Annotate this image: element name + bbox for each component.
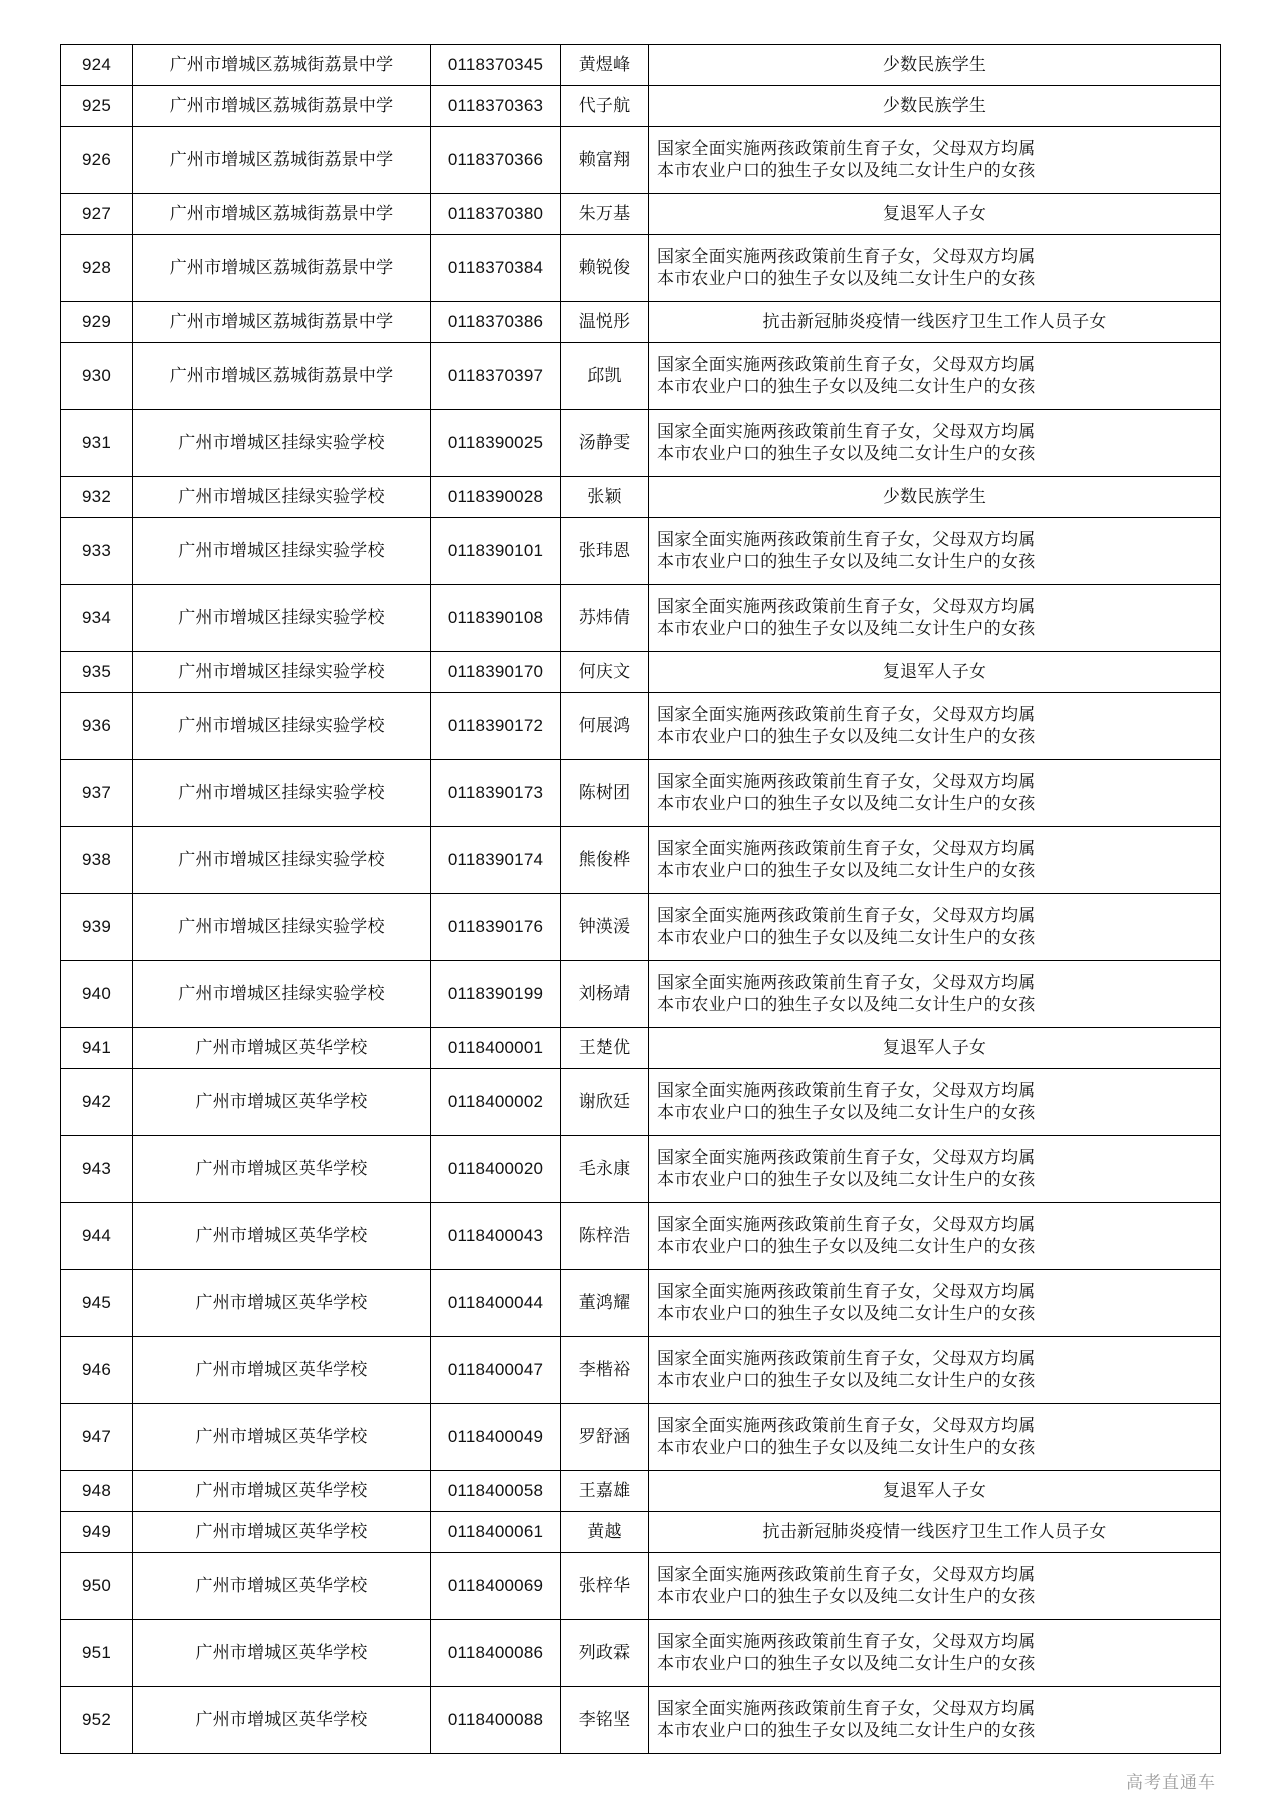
candidate-id-cell: 0118400020	[431, 1136, 561, 1203]
table-row	[61, 760, 1221, 827]
reason-line-2: 本市农业户口的独生子女以及纯二女计生户的女孩	[657, 1587, 1036, 1606]
sequence-cell: 927	[61, 194, 133, 235]
candidate-name-cell: 陈树团	[561, 760, 649, 827]
candidate-id-cell: 0118400058	[431, 1471, 561, 1512]
reason-line-2: 本市农业户口的独生子女以及纯二女计生户的女孩	[657, 1438, 1036, 1457]
table-row	[61, 693, 1221, 760]
school-name-cell: 广州市增城区挂绿实验学校	[133, 585, 431, 652]
sequence-cell: 941	[61, 1028, 133, 1069]
candidate-id-cell: 0118390176	[431, 894, 561, 961]
school-name-cell: 广州市增城区荔城街荔景中学	[133, 235, 431, 302]
candidate-name-cell: 朱万基	[561, 194, 649, 235]
sequence-cell: 924	[61, 45, 133, 86]
reason-line-2: 本市农业户口的独生子女以及纯二女计生户的女孩	[657, 928, 1036, 947]
candidate-name-cell: 汤静雯	[561, 410, 649, 477]
reason-cell	[649, 410, 1221, 477]
school-name-cell: 广州市增城区英华学校	[133, 1512, 431, 1553]
table-row	[61, 1620, 1221, 1687]
reason-line-1: 国家全面实施两孩政策前生育子女，父母双方均属	[657, 704, 1036, 724]
school-name-cell: 广州市增城区挂绿实验学校	[133, 961, 431, 1028]
reason-line-2: 本市农业户口的独生子女以及纯二女计生户的女孩	[657, 727, 1036, 746]
watermark: 高考直通车	[1126, 1773, 1216, 1792]
table-row	[61, 302, 1221, 343]
candidate-id-cell: 0118390025	[431, 410, 561, 477]
table-row	[61, 1512, 1221, 1553]
reason-cell	[649, 235, 1221, 302]
candidate-name-cell: 罗舒涵	[561, 1404, 649, 1471]
candidate-name-cell: 赖锐俊	[561, 235, 649, 302]
reason-line-1: 国家全面实施两孩政策前生育子女，父母双方均属	[657, 1698, 1036, 1718]
sequence-cell: 944	[61, 1203, 133, 1270]
reason-line-2: 本市农业户口的独生子女以及纯二女计生户的女孩	[657, 377, 1036, 396]
table-row	[61, 410, 1221, 477]
table-row	[61, 518, 1221, 585]
school-name-cell: 广州市增城区英华学校	[133, 1337, 431, 1404]
school-name-cell: 广州市增城区英华学校	[133, 1270, 431, 1337]
reason-line-1: 复退军人子女	[882, 1480, 987, 1500]
candidate-id-cell: 0118400001	[431, 1028, 561, 1069]
reason-cell	[649, 827, 1221, 894]
school-name-cell: 广州市增城区荔城街荔景中学	[133, 127, 431, 194]
school-name-cell: 广州市增城区荔城街荔景中学	[133, 302, 431, 343]
reason-line-2: 本市农业户口的独生子女以及纯二女计生户的女孩	[657, 1654, 1036, 1673]
school-name-cell: 广州市增城区英华学校	[133, 1620, 431, 1687]
candidate-name-cell: 赖富翔	[561, 127, 649, 194]
candidate-id-cell: 0118390174	[431, 827, 561, 894]
candidate-id-cell: 0118400002	[431, 1069, 561, 1136]
candidate-id-cell: 0118400047	[431, 1337, 561, 1404]
reason-line-1: 国家全面实施两孩政策前生育子女，父母双方均属	[657, 1631, 1036, 1651]
reason-line-2: 本市农业户口的独生子女以及纯二女计生户的女孩	[657, 444, 1036, 463]
school-name-cell: 广州市增城区挂绿实验学校	[133, 410, 431, 477]
school-name-cell: 广州市增城区英华学校	[133, 1471, 431, 1512]
reason-line-1: 少数民族学生	[882, 486, 987, 506]
table-row	[61, 652, 1221, 693]
sequence-cell: 936	[61, 693, 133, 760]
reason-cell	[649, 518, 1221, 585]
reason-line-1: 少数民族学生	[882, 95, 987, 115]
reason-line-1: 少数民族学生	[882, 54, 987, 74]
sequence-cell: 946	[61, 1337, 133, 1404]
candidate-id-cell: 0118390172	[431, 693, 561, 760]
reason-cell	[649, 1270, 1221, 1337]
candidate-name-cell: 黄越	[561, 1512, 649, 1553]
sequence-cell: 932	[61, 477, 133, 518]
table-row	[61, 1687, 1221, 1754]
school-name-cell: 广州市增城区挂绿实验学校	[133, 652, 431, 693]
reason-line-2: 本市农业户口的独生子女以及纯二女计生户的女孩	[657, 861, 1036, 880]
table-row	[61, 961, 1221, 1028]
candidate-name-cell: 张梓华	[561, 1553, 649, 1620]
sequence-cell: 929	[61, 302, 133, 343]
candidate-id-cell: 0118390108	[431, 585, 561, 652]
candidate-name-cell: 何庆文	[561, 652, 649, 693]
reason-line-1: 国家全面实施两孩政策前生育子女，父母双方均属	[657, 1281, 1036, 1301]
table-row	[61, 1028, 1221, 1069]
candidate-id-cell: 0118370363	[431, 86, 561, 127]
table-row	[61, 477, 1221, 518]
roster-table-body	[61, 45, 1221, 1754]
school-name-cell: 广州市增城区挂绿实验学校	[133, 760, 431, 827]
candidate-name-cell: 温悦彤	[561, 302, 649, 343]
school-name-cell: 广州市增城区英华学校	[133, 1136, 431, 1203]
reason-line-2: 本市农业户口的独生子女以及纯二女计生户的女孩	[657, 1103, 1036, 1122]
school-name-cell: 广州市增城区荔城街荔景中学	[133, 86, 431, 127]
reason-line-1: 国家全面实施两孩政策前生育子女，父母双方均属	[657, 1348, 1036, 1368]
table-row	[61, 1471, 1221, 1512]
sequence-cell: 943	[61, 1136, 133, 1203]
reason-line-1: 国家全面实施两孩政策前生育子女，父母双方均属	[657, 354, 1036, 374]
reason-line-1: 国家全面实施两孩政策前生育子女，父母双方均属	[657, 972, 1036, 992]
sequence-cell: 928	[61, 235, 133, 302]
reason-line-1: 国家全面实施两孩政策前生育子女，父母双方均属	[657, 1564, 1036, 1584]
sequence-cell: 937	[61, 760, 133, 827]
candidate-id-cell: 0118400044	[431, 1270, 561, 1337]
reason-cell	[649, 961, 1221, 1028]
reason-cell	[649, 1553, 1221, 1620]
sequence-cell: 926	[61, 127, 133, 194]
candidate-roster-table	[60, 44, 1221, 1754]
sequence-cell: 952	[61, 1687, 133, 1754]
reason-line-1: 国家全面实施两孩政策前生育子女，父母双方均属	[657, 246, 1036, 266]
sequence-cell: 942	[61, 1069, 133, 1136]
school-name-cell: 广州市增城区英华学校	[133, 1203, 431, 1270]
sequence-cell: 948	[61, 1471, 133, 1512]
candidate-id-cell: 0118370397	[431, 343, 561, 410]
table-row	[61, 194, 1221, 235]
reason-line-1: 复退军人子女	[882, 661, 987, 681]
table-row	[61, 127, 1221, 194]
sequence-cell: 949	[61, 1512, 133, 1553]
school-name-cell: 广州市增城区英华学校	[133, 1028, 431, 1069]
reason-line-1: 国家全面实施两孩政策前生育子女，父母双方均属	[657, 771, 1036, 791]
candidate-id-cell: 0118390173	[431, 760, 561, 827]
reason-cell	[649, 652, 1221, 693]
reason-cell	[649, 194, 1221, 235]
table-row	[61, 827, 1221, 894]
reason-cell	[649, 302, 1221, 343]
table-row	[61, 45, 1221, 86]
reason-cell	[649, 86, 1221, 127]
reason-line-1: 抗击新冠肺炎疫情一线医疗卫生工作人员子女	[762, 1521, 1107, 1541]
sequence-cell: 931	[61, 410, 133, 477]
candidate-name-cell: 黄煜峰	[561, 45, 649, 86]
table-row	[61, 1136, 1221, 1203]
candidate-id-cell: 0118370380	[431, 194, 561, 235]
reason-line-1: 国家全面实施两孩政策前生育子女，父母双方均属	[657, 1147, 1036, 1167]
sequence-cell: 951	[61, 1620, 133, 1687]
reason-cell	[649, 1337, 1221, 1404]
school-name-cell: 广州市增城区挂绿实验学校	[133, 477, 431, 518]
candidate-name-cell: 毛永康	[561, 1136, 649, 1203]
reason-cell	[649, 477, 1221, 518]
candidate-id-cell: 0118390028	[431, 477, 561, 518]
reason-line-1: 国家全面实施两孩政策前生育子女，父母双方均属	[657, 838, 1036, 858]
school-name-cell: 广州市增城区荔城街荔景中学	[133, 343, 431, 410]
sequence-cell: 925	[61, 86, 133, 127]
candidate-name-cell: 刘杨靖	[561, 961, 649, 1028]
reason-cell	[649, 585, 1221, 652]
reason-line-2: 本市农业户口的独生子女以及纯二女计生户的女孩	[657, 1721, 1036, 1740]
sequence-cell: 950	[61, 1553, 133, 1620]
school-name-cell: 广州市增城区挂绿实验学校	[133, 894, 431, 961]
candidate-id-cell: 0118400061	[431, 1512, 561, 1553]
school-name-cell: 广州市增城区挂绿实验学校	[133, 518, 431, 585]
reason-line-1: 复退军人子女	[882, 203, 987, 223]
sequence-cell: 934	[61, 585, 133, 652]
school-name-cell: 广州市增城区荔城街荔景中学	[133, 45, 431, 86]
candidate-id-cell: 0118370384	[431, 235, 561, 302]
reason-line-1: 国家全面实施两孩政策前生育子女，父母双方均属	[657, 905, 1036, 925]
candidate-name-cell: 张颖	[561, 477, 649, 518]
candidate-name-cell: 董鸿耀	[561, 1270, 649, 1337]
candidate-id-cell: 0118400043	[431, 1203, 561, 1270]
school-name-cell: 广州市增城区荔城街荔景中学	[133, 194, 431, 235]
sequence-cell: 939	[61, 894, 133, 961]
reason-cell	[649, 1404, 1221, 1471]
candidate-name-cell: 李铭坚	[561, 1687, 649, 1754]
reason-line-2: 本市农业户口的独生子女以及纯二女计生户的女孩	[657, 269, 1036, 288]
candidate-id-cell: 0118400049	[431, 1404, 561, 1471]
reason-line-2: 本市农业户口的独生子女以及纯二女计生户的女孩	[657, 619, 1036, 638]
candidate-id-cell: 0118400088	[431, 1687, 561, 1754]
sequence-cell: 933	[61, 518, 133, 585]
reason-line-2: 本市农业户口的独生子女以及纯二女计生户的女孩	[657, 552, 1036, 571]
sequence-cell: 935	[61, 652, 133, 693]
reason-line-1: 国家全面实施两孩政策前生育子女，父母双方均属	[657, 596, 1036, 616]
table-row	[61, 1270, 1221, 1337]
table-row	[61, 894, 1221, 961]
reason-line-2: 本市农业户口的独生子女以及纯二女计生户的女孩	[657, 1371, 1036, 1390]
school-name-cell: 广州市增城区英华学校	[133, 1553, 431, 1620]
candidate-id-cell: 0118390199	[431, 961, 561, 1028]
reason-line-1: 复退军人子女	[882, 1037, 987, 1057]
table-row	[61, 1404, 1221, 1471]
sequence-cell: 938	[61, 827, 133, 894]
reason-line-2: 本市农业户口的独生子女以及纯二女计生户的女孩	[657, 161, 1036, 180]
reason-cell	[649, 1471, 1221, 1512]
candidate-id-cell: 0118400086	[431, 1620, 561, 1687]
reason-line-1: 抗击新冠肺炎疫情一线医疗卫生工作人员子女	[762, 311, 1107, 331]
reason-cell	[649, 343, 1221, 410]
sequence-cell: 940	[61, 961, 133, 1028]
candidate-name-cell: 列政霖	[561, 1620, 649, 1687]
candidate-name-cell: 邱凯	[561, 343, 649, 410]
table-row	[61, 1069, 1221, 1136]
school-name-cell: 广州市增城区挂绿实验学校	[133, 827, 431, 894]
sequence-cell: 947	[61, 1404, 133, 1471]
candidate-name-cell: 钟渶湲	[561, 894, 649, 961]
table-row	[61, 235, 1221, 302]
reason-cell	[649, 127, 1221, 194]
candidate-name-cell: 谢欣廷	[561, 1069, 649, 1136]
table-row	[61, 1337, 1221, 1404]
candidate-name-cell: 张玮恩	[561, 518, 649, 585]
table-row	[61, 343, 1221, 410]
candidate-name-cell: 苏炜倩	[561, 585, 649, 652]
reason-line-2: 本市农业户口的独生子女以及纯二女计生户的女孩	[657, 794, 1036, 813]
table-row	[61, 86, 1221, 127]
candidate-name-cell: 何展鸿	[561, 693, 649, 760]
school-name-cell: 广州市增城区英华学校	[133, 1404, 431, 1471]
reason-cell	[649, 1687, 1221, 1754]
table-row	[61, 585, 1221, 652]
reason-cell	[649, 1620, 1221, 1687]
reason-cell	[649, 1069, 1221, 1136]
reason-cell	[649, 1136, 1221, 1203]
reason-line-1: 国家全面实施两孩政策前生育子女，父母双方均属	[657, 1080, 1036, 1100]
reason-cell	[649, 1203, 1221, 1270]
table-row	[61, 1553, 1221, 1620]
candidate-id-cell: 0118400069	[431, 1553, 561, 1620]
reason-line-2: 本市农业户口的独生子女以及纯二女计生户的女孩	[657, 1304, 1036, 1323]
candidate-name-cell: 陈梓浩	[561, 1203, 649, 1270]
candidate-name-cell: 王楚优	[561, 1028, 649, 1069]
candidate-name-cell: 熊俊桦	[561, 827, 649, 894]
reason-line-1: 国家全面实施两孩政策前生育子女，父母双方均属	[657, 1415, 1036, 1435]
candidate-name-cell: 王嘉雄	[561, 1471, 649, 1512]
reason-line-1: 国家全面实施两孩政策前生育子女，父母双方均属	[657, 1214, 1036, 1234]
reason-cell	[649, 45, 1221, 86]
reason-cell	[649, 894, 1221, 961]
candidate-id-cell: 0118370345	[431, 45, 561, 86]
candidate-id-cell: 0118390170	[431, 652, 561, 693]
reason-line-1: 国家全面实施两孩政策前生育子女，父母双方均属	[657, 529, 1036, 549]
reason-line-2: 本市农业户口的独生子女以及纯二女计生户的女孩	[657, 1237, 1036, 1256]
school-name-cell: 广州市增城区英华学校	[133, 1069, 431, 1136]
reason-line-1: 国家全面实施两孩政策前生育子女，父母双方均属	[657, 138, 1036, 158]
sequence-cell: 930	[61, 343, 133, 410]
reason-cell	[649, 693, 1221, 760]
candidate-name-cell: 代子航	[561, 86, 649, 127]
reason-cell	[649, 1512, 1221, 1553]
candidate-id-cell: 0118390101	[431, 518, 561, 585]
candidate-id-cell: 0118370386	[431, 302, 561, 343]
table-row	[61, 1203, 1221, 1270]
reason-line-2: 本市农业户口的独生子女以及纯二女计生户的女孩	[657, 1170, 1036, 1189]
reason-cell	[649, 760, 1221, 827]
sequence-cell: 945	[61, 1270, 133, 1337]
school-name-cell: 广州市增城区英华学校	[133, 1687, 431, 1754]
reason-line-2: 本市农业户口的独生子女以及纯二女计生户的女孩	[657, 995, 1036, 1014]
school-name-cell: 广州市增城区挂绿实验学校	[133, 693, 431, 760]
reason-cell	[649, 1028, 1221, 1069]
candidate-name-cell: 李楷裕	[561, 1337, 649, 1404]
candidate-id-cell: 0118370366	[431, 127, 561, 194]
reason-line-1: 国家全面实施两孩政策前生育子女，父母双方均属	[657, 421, 1036, 441]
